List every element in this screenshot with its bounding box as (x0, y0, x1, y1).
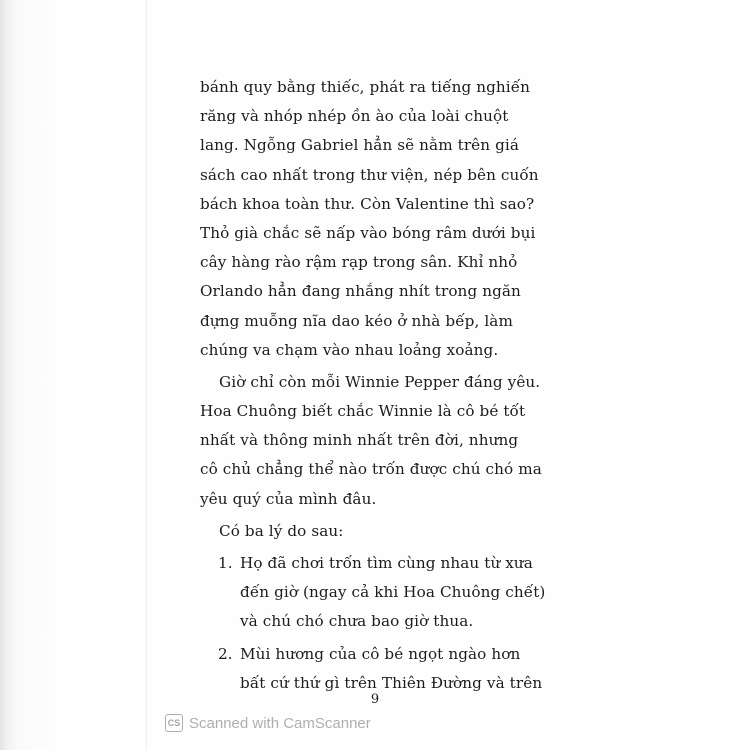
text-line: Orlando hẳn đang nhắng nhít trong ngăn (200, 282, 521, 301)
text-line: Thỏ già chắc sẽ nấp vào bóng râm dưới bụi (200, 223, 536, 242)
text-line: và chú chó chưa bao giờ thua. (240, 612, 474, 631)
text-line: đựng muỗng nĩa dao kéo ở nhà bếp, làm (200, 311, 513, 330)
body-text (200, 73, 570, 698)
watermark-text: Scanned with CamScanner (189, 714, 371, 732)
text-line: bất cứ thứ gì trên Thiên Đường và trên (240, 673, 543, 692)
camscanner-logo-icon: CS (165, 714, 183, 732)
numbered-list (200, 549, 570, 698)
scan-edge-line (146, 0, 147, 750)
text-line: bách khoa toàn thư. Còn Valentine thì sao? (200, 194, 535, 213)
page-number: 9 (370, 692, 380, 707)
text-line: lang. Ngỗng Gabriel hẳn sẽ nằm trên giá (200, 136, 520, 155)
paragraph-3 (200, 517, 570, 546)
text-line: bánh quy bằng thiếc, phát ra tiếng nghiến (200, 78, 531, 96)
paragraph-2 (200, 368, 570, 514)
list-number: 1. (218, 554, 233, 572)
text-line: răng và nhóp nhép ồn ào của loài chuột (200, 107, 509, 126)
text-line: Họ đã chơi trốn tìm cùng nhau từ xưa (240, 554, 533, 572)
text-line: chúng va chạm vào nhau loảng xoảng. (200, 340, 499, 359)
text-line: cây hàng rào rậm rạp trong sân. Khỉ nhỏ (200, 253, 518, 272)
list-item (200, 640, 570, 698)
text-line: yêu quý của mình đâu. (200, 489, 377, 508)
list-number: 2. (218, 644, 233, 663)
paragraph-1 (200, 73, 570, 365)
text-line: đến giờ (ngay cả khi Hoa Chuông chết) (240, 583, 546, 602)
list-item (200, 549, 570, 637)
text-line: sách cao nhất trong thư viện, nép bên cuốn (200, 165, 539, 184)
text-line: Giờ chỉ còn mỗi Winnie Pepper đáng yêu. (219, 372, 541, 391)
text-line: Có ba lý do sau: (219, 521, 344, 540)
text-line: nhất và thông minh nhất trên đời, nhưng (200, 431, 519, 450)
camscanner-watermark (165, 712, 371, 734)
scan-edge-shadow (0, 0, 150, 750)
text-line: cô chủ chẳng thể nào trốn được chú chó ma (200, 460, 542, 479)
text-line: Hoa Chuông biết chắc Winnie là cô bé tốt (200, 402, 526, 421)
text-line: Mùi hương của cô bé ngọt ngào hơn (240, 644, 521, 663)
